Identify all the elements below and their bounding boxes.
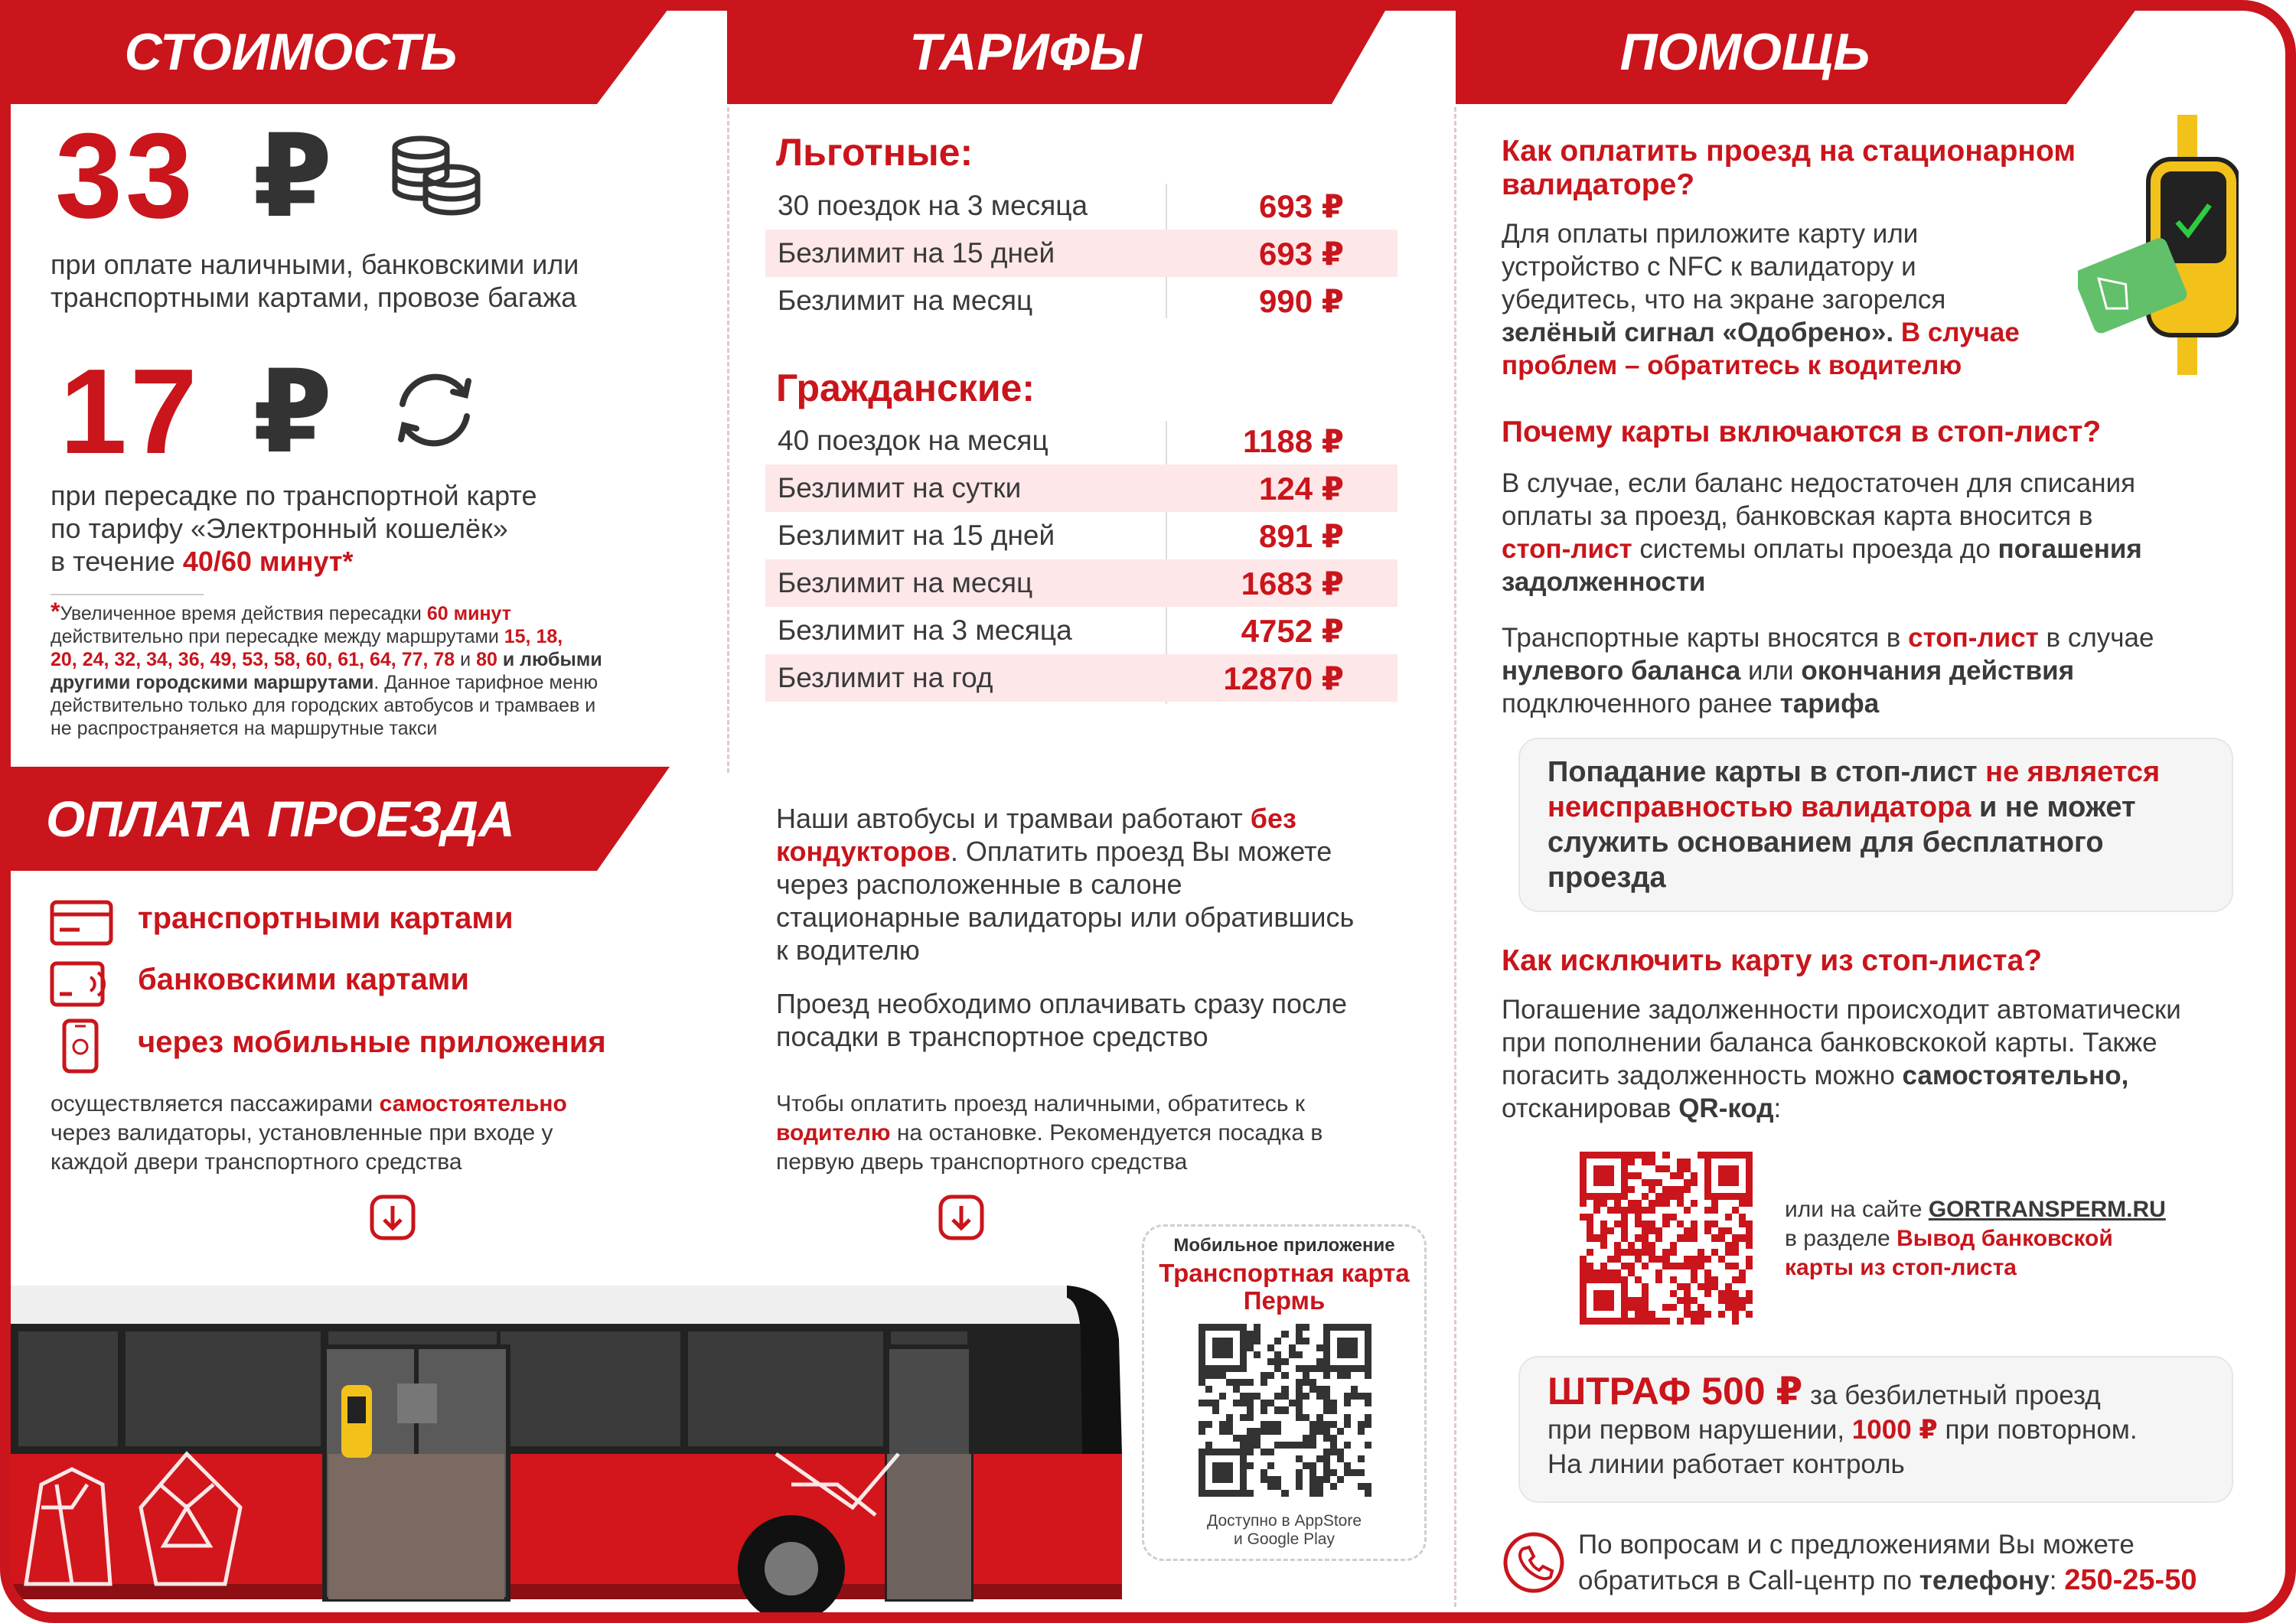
- q-stoplist-title: Почему карты включаются в стоп-лист?: [1502, 416, 2102, 448]
- site-link-text: или на сайте GORTRANSPERM.RU в разделе Вывод банковской карты из стоп-листа: [1785, 1197, 2166, 1280]
- ruble-sign-2: ₽: [253, 347, 333, 476]
- fine-text: ШТРАФ 500 ₽ за безбилетный проезд при первом нарушении, 1000 ₽ при повторном. На линии работает контроль: [1548, 1370, 2138, 1479]
- tariff-row: 30 поездок на 3 месяца 693 ₽: [778, 187, 1344, 224]
- phone-call-icon: [1502, 1530, 1566, 1595]
- method-transport-cards: транспортными картами: [138, 901, 514, 935]
- tariff-row: 40 поездок на месяц 1188 ₽: [778, 422, 1344, 459]
- tariff-row: Безлимит на месяц 1683 ₽: [765, 559, 1397, 607]
- tariff-row: Безлимит на сутки 124 ₽: [765, 464, 1397, 512]
- column-divider-1: [727, 107, 729, 773]
- q-remove-title: Как исключить карту из стоп-листа?: [1502, 944, 2043, 977]
- phone-number[interactable]: 250-25-50: [2064, 1564, 2197, 1596]
- note-separator: [51, 594, 204, 595]
- a-remove-text: Погашение задолженности происходит автоматически при пополнении баланса банковскокой карты. Также погасить задолженность можно самостоятельно, отсканировав QR-код:: [1502, 995, 2181, 1123]
- price-33-desc: при оплате наличными, банковскими или транспортными картами, провозе багажа: [51, 249, 579, 313]
- call-center-text: По вопросам и с предложениями Вы можете обратиться в Call-центр по телефону: 250-25-50: [1578, 1530, 2197, 1596]
- a-stoplist-text: В случае, если баланс недостаточен для списания оплаты за проезд, банковская карта вносится в стоп-лист системы оплаты проезда до погашения задолженности: [1502, 468, 2142, 597]
- app-name: Транспортная карта Пермь: [1159, 1259, 1410, 1315]
- price-33: 33: [55, 109, 196, 243]
- self-payment-text: осуществляется пассажирами самостоятельно через валидаторы, установленные при входе у каждой двери транспортного средства: [51, 1091, 567, 1175]
- a-transport-cards-text: Транспортные карты вносятся в стоп-лист в случае нулевого баланса или окончания действия подключенного ранее тарифа: [1502, 623, 2154, 719]
- bank-card-icon: [49, 960, 114, 1008]
- tariff-row: Безлимит на 15 дней 891 ₽: [778, 517, 1344, 554]
- tariff-row: Безлимит на месяц 990 ₽: [778, 282, 1344, 319]
- method-mobile-apps: через мобильные приложения: [138, 1025, 606, 1059]
- tariff-row: Безлимит на 15 дней 693 ₽: [765, 230, 1397, 277]
- tariffs-header: ТАРИФЫ: [909, 23, 1142, 81]
- cost-header: СТОИМОСТЬ: [124, 23, 458, 81]
- payment-header: ОПЛАТА ПРОЕЗДА: [46, 790, 515, 847]
- app-qr-code[interactable]: [1199, 1324, 1371, 1497]
- coins-icon: [386, 134, 486, 222]
- ruble-sign-1: ₽: [253, 112, 333, 240]
- arrow-down-icon: [938, 1194, 985, 1241]
- phone-icon: [61, 1018, 99, 1074]
- method-bank-cards: банковскими картами: [138, 963, 469, 996]
- q-validator-title: Как оплатить проезд на стационарном валидаторе?: [1502, 135, 2076, 201]
- a-validator-text: Для оплаты приложите карту или устройство с NFC к валидатору и убедитесь, что на экране загорелся зелёный сигнал «Одобрено». В случае проблем – обратитесь к водителю: [1502, 219, 2020, 380]
- pay-immediately-text: Проезд необходимо оплачивать сразу после посадки в транспортное средство: [776, 988, 1348, 1052]
- column-divider-2: [1454, 107, 1456, 1607]
- tariff-row: Безлимит на 3 месяца 4752 ₽: [778, 612, 1344, 649]
- price-17-desc: при пересадке по транспортной карте по тарифу «Электронный кошелёк» в течение 40/60 минут*: [51, 480, 537, 577]
- transfer-footnote: *Увеличенное время действия пересадки 60 минут действительно при пересадке между маршрутами 15, 18, 20, 24, 32, 34, 36, 49, 53, 58, 60, 61, 64, 77, 78 и 80 и любыми другими городскими маршрутами. Данное тарифное меню действительно только для городских автобусов и трамваев и не распространяется на маршрутные такси: [51, 598, 602, 739]
- stoplist-qr-code[interactable]: [1580, 1152, 1753, 1325]
- validator-illustration: [2078, 115, 2239, 375]
- stoplist-note-text: Попадание карты в стоп-лист не является неисправностью валидатора и не может служить основанием для бесплатного проезда: [1548, 756, 2161, 894]
- no-conductors-text: Наши автобусы и трамваи работают без кондукторов. Оплатить проезд Вы можете через расположенные в салоне стационарные валидаторы или обратившись к водителю: [776, 803, 1355, 966]
- preferential-title: Льготные:: [776, 131, 974, 174]
- civil-title: Гражданские:: [776, 367, 1035, 409]
- app-label: Мобильное приложение: [1173, 1235, 1395, 1256]
- transport-card-icon: [49, 899, 114, 947]
- arrow-down-icon: [369, 1194, 416, 1241]
- app-availability: Доступно в AppStore и Google Play: [1206, 1512, 1362, 1548]
- tariff-row: Безлимит на год 12870 ₽: [765, 654, 1397, 702]
- cash-payment-text: Чтобы оплатить проезд наличными, обратитесь к водителю на остановке. Рекомендуется посадка в первую дверь транспортного средства: [776, 1091, 1323, 1175]
- price-17: 17: [60, 344, 201, 479]
- bus-illustration: [11, 1255, 1128, 1615]
- help-header: ПОМОЩЬ: [1619, 23, 1870, 81]
- site-link[interactable]: GORTRANSPERM.RU: [1928, 1197, 2166, 1222]
- transfer-icon: [389, 366, 481, 454]
